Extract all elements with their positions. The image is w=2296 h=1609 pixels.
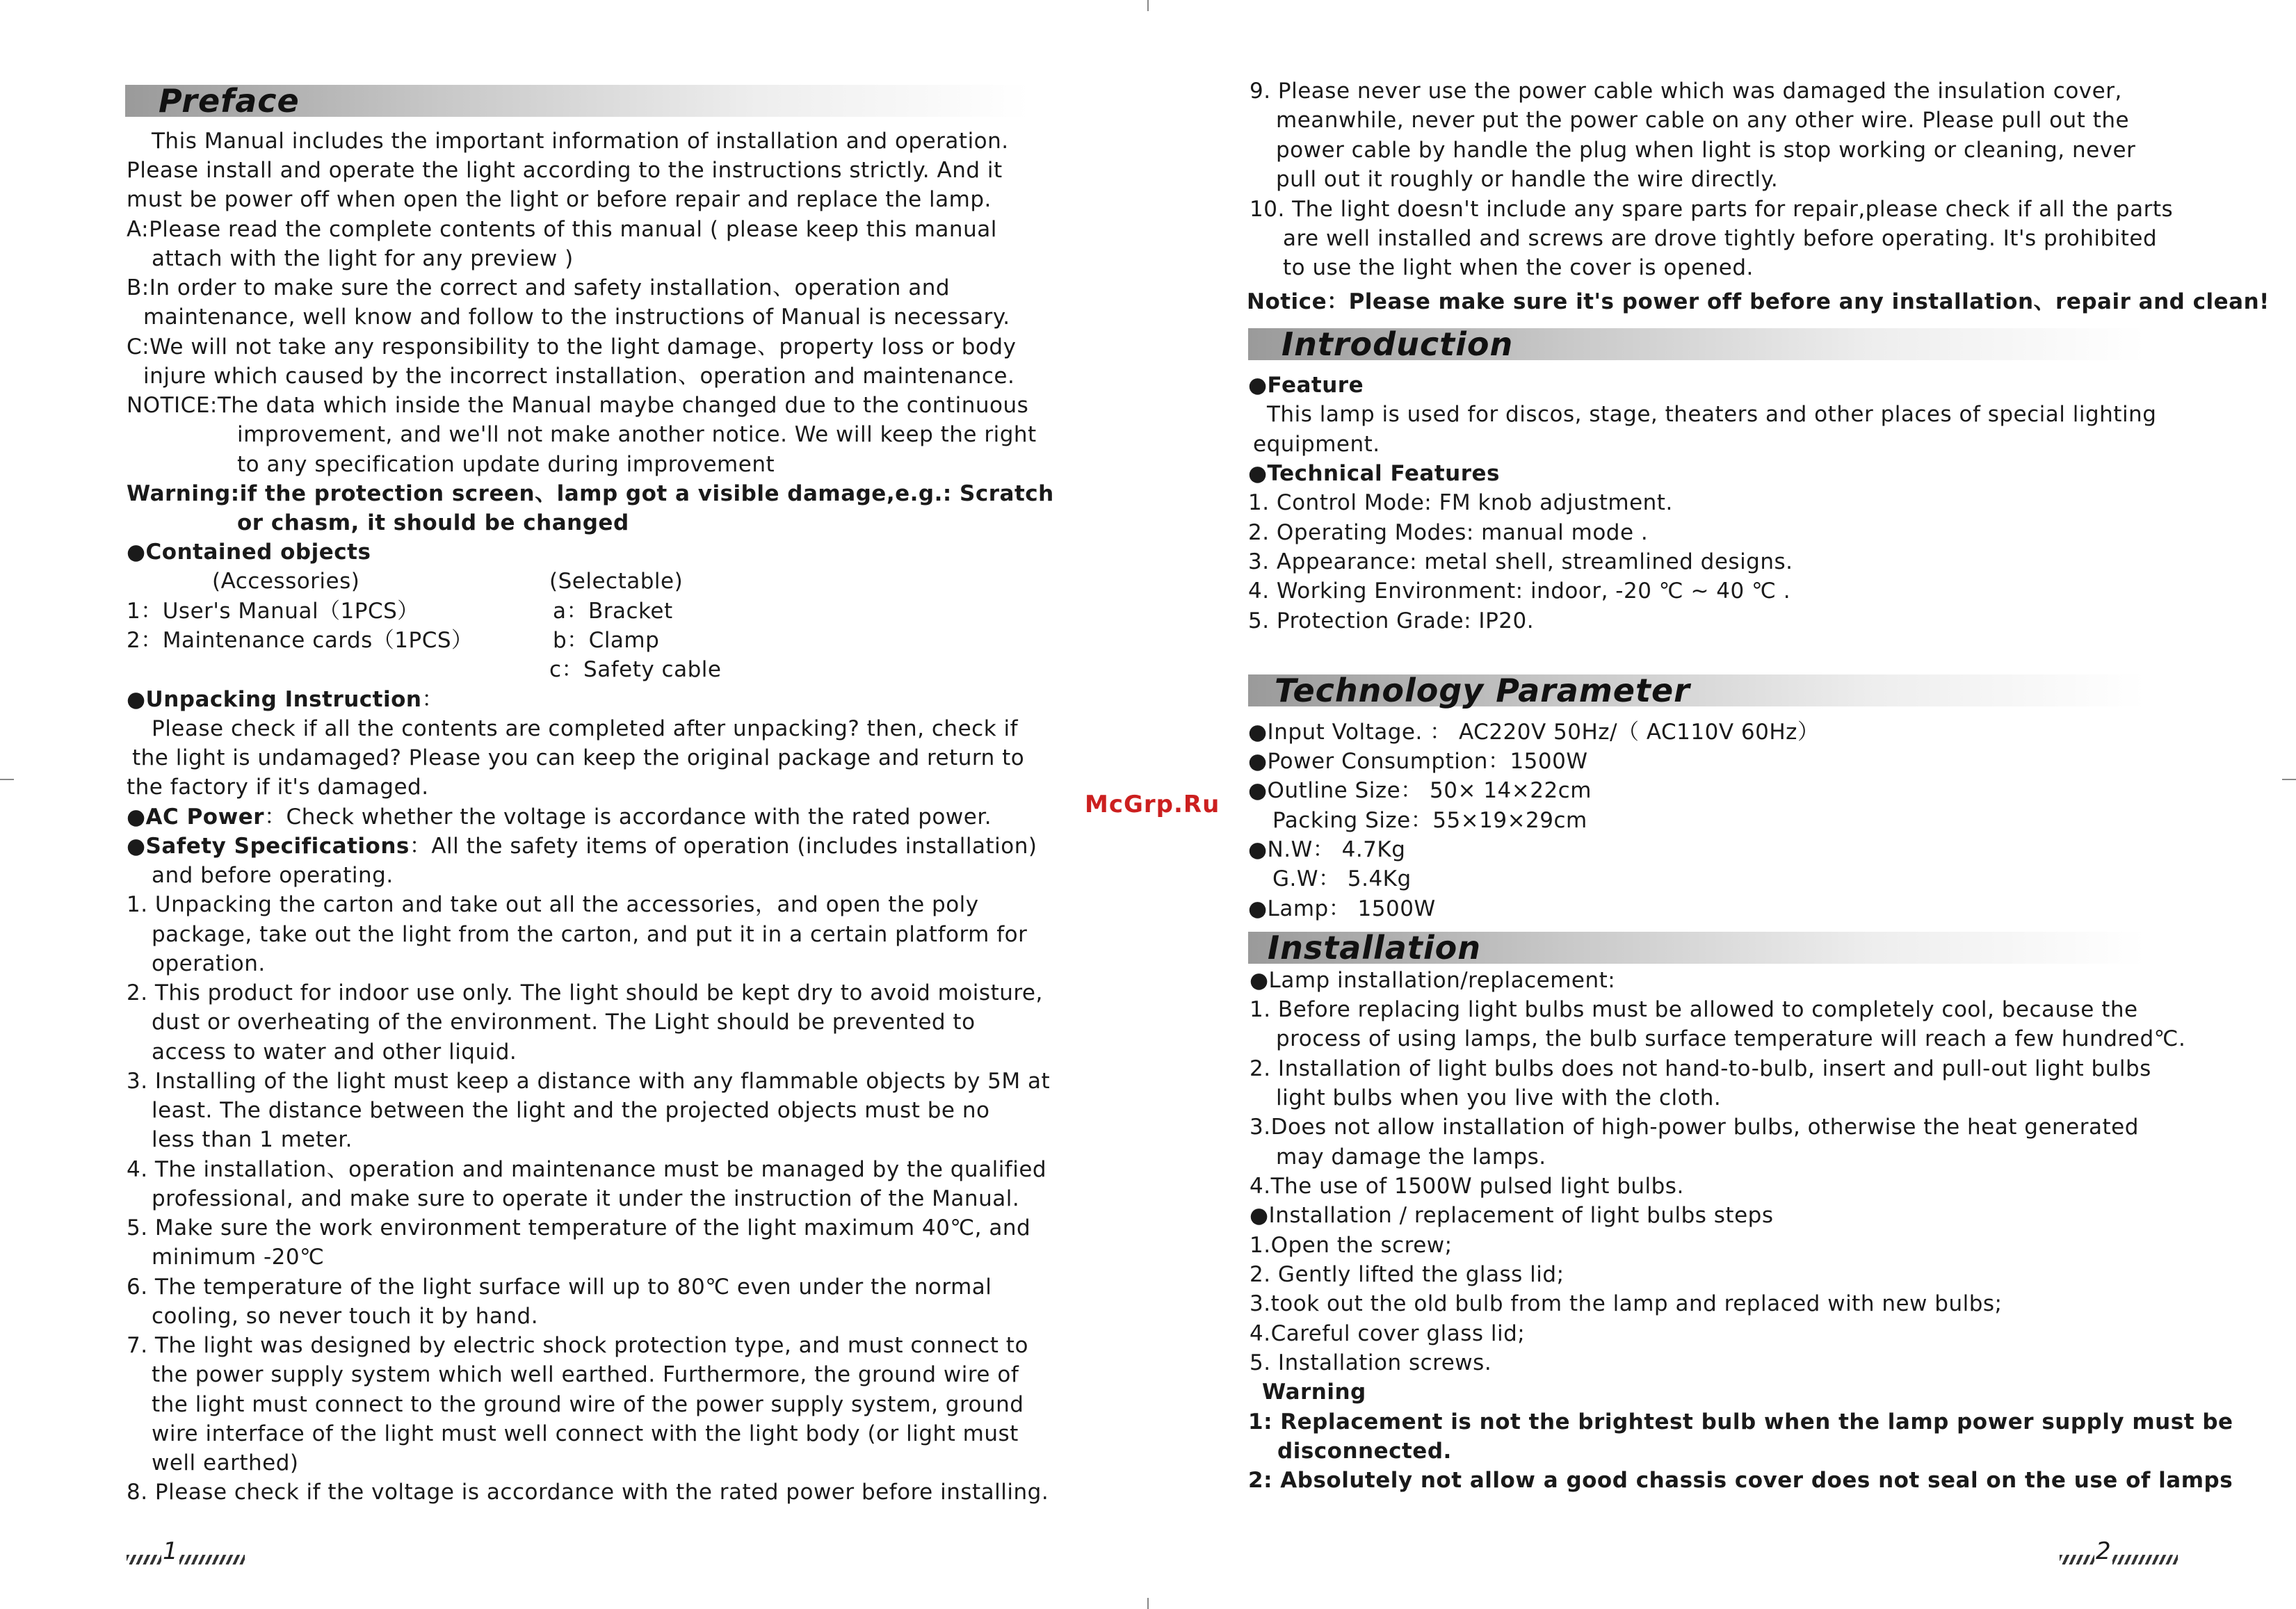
ac-power-text: ：Check whether the voltage is accordance with the rated power. <box>264 804 992 830</box>
notice-line: Notice：Please make sure it's power off before any installation、repair and clean! <box>1247 289 2270 314</box>
text-line: 2. Installation of light bulbs does not hand-to-bulb, insert and pull-out light bulbs <box>1250 1056 2151 1081</box>
text-line: 1.Open the screw; <box>1250 1233 1453 1258</box>
text-line: wire interface of the light must well connect with the light body (or light must <box>152 1421 1019 1446</box>
footer-stripes <box>127 1555 245 1564</box>
param-line: G.W： 5.4Kg <box>1272 866 1412 891</box>
text-line: C:We will not take any responsibility to the light damage、property loss or body <box>127 334 1017 359</box>
text-line: 3. Installing of the light must keep a distance with any flammable objects by 5M at <box>127 1069 1051 1094</box>
contained-title: ●Contained objects <box>127 540 371 565</box>
text-line: maintenance, well know and follow to the instructions of Manual is necessary. <box>143 305 1010 330</box>
text-line: 6. The temperature of the light surface will up to 80℃ even under the normal <box>127 1275 992 1300</box>
technology-heading-bar <box>1248 672 2145 709</box>
text-line: access to water and other liquid. <box>152 1040 517 1065</box>
text-line: the factory if it's damaged. <box>127 775 429 800</box>
text-line: 3. Appearance: metal shell, streamlined designs. <box>1248 549 1793 574</box>
warning-line: 1: Replacement is not the brightest bulb when the lamp power supply must be <box>1248 1409 2233 1434</box>
ac-power-label: ●AC Power <box>127 804 265 830</box>
text-line: ●Lamp installation/replacement: <box>1250 968 1616 993</box>
crop-mark <box>1147 1598 1149 1609</box>
text-line: the light is undamaged? Please you can keep the original package and return to <box>132 745 1025 770</box>
text-line: dust or overheating of the environment. The Light should be prevented to <box>152 1010 976 1035</box>
installation-heading: Installation <box>1268 929 1481 967</box>
param-line: ●Power Consumption：1500W <box>1248 749 1588 774</box>
safety-text: ：All the safety items of operation (includes installation) <box>409 834 1037 859</box>
text-line: 1. Unpacking the carton and take out all the accessories，and open the poly <box>127 892 979 917</box>
text-line: 2. Gently lifted the glass lid; <box>1250 1262 1565 1287</box>
accessory-item: 1：User's Manual（1PCS） <box>127 599 419 624</box>
text-line: minimum -20℃ <box>152 1245 325 1270</box>
text-line: NOTICE:The data which inside the Manual maybe changed due to the continuous <box>127 393 1029 418</box>
text-line: 4. The installation、operation and maintenance must be managed by the qualified <box>127 1157 1047 1182</box>
crop-mark <box>2282 779 2296 780</box>
text-line: 2. This product for indoor use only. The light should be kept dry to avoid moisture, <box>127 980 1043 1005</box>
footer-stripes <box>2060 1555 2178 1564</box>
param-line: ●Input Voltage. ： AC220V 50Hz/（ AC110V 60Hz） <box>1248 720 1820 745</box>
text-line: to use the light when the cover is opened. <box>1283 255 1754 280</box>
text-line: 3.Does not allow installation of high-power bulbs, otherwise the heat generated <box>1250 1115 2139 1140</box>
page-number: 1 <box>163 1537 178 1565</box>
warning-line: or chasm, it should be changed <box>237 510 629 535</box>
text-line: This Manual includes the important information of installation and operation. <box>152 129 1009 154</box>
installation-warning-title: Warning <box>1262 1380 1366 1405</box>
text-line: cooling, so never touch it by hand. <box>152 1304 539 1329</box>
preface-heading: Preface <box>159 82 300 120</box>
technical-features-title: ●Technical Features <box>1248 461 1500 486</box>
text-line: Please install and operate the light according to the instructions strictly. And it <box>127 158 1003 183</box>
text-line: B:In order to make sure the correct and safety installation、operation and <box>127 275 951 300</box>
unpacking-title <box>127 685 444 714</box>
text-line: 5. Make sure the work environment temperature of the light maximum 40℃, and <box>127 1215 1031 1240</box>
text-line: are well installed and screws are drove tightly before operating. It's prohibited <box>1283 226 2158 251</box>
ac-power-line <box>127 802 992 832</box>
text-line: professional, and make sure to operate it under the instruction of the Manual. <box>152 1186 1020 1211</box>
text-line: least. The distance between the light and the projected objects must be no <box>152 1098 990 1123</box>
param-line: Packing Size：55×19×29cm <box>1272 808 1587 833</box>
text-line: meanwhile, never put the power cable on any other wire. Please pull out the <box>1276 108 2130 133</box>
param-line: ●N.W： 4.7Kg <box>1248 837 1406 862</box>
text-line: 4. Working Environment: indoor, -20 ℃ ~ 40 ℃ . <box>1248 579 1791 604</box>
unpacking-title-suffix: ： <box>421 687 444 712</box>
text-line: Please check if all the contents are completed after unpacking? then, check if <box>152 716 1019 741</box>
warning-line: Warning:if the protection screen、lamp got a visible damage,e.g.: Scratch <box>127 481 1054 506</box>
selectable-item: c：Safety cable <box>549 657 722 682</box>
text-line: well earthed) <box>152 1450 299 1475</box>
text-line: 9. Please never use the power cable which was damaged the insulation cover, <box>1250 79 2122 104</box>
text-line: equipment. <box>1253 432 1380 457</box>
text-line: and before operating. <box>152 863 394 888</box>
text-line: A:Please read the complete contents of this manual ( please keep this manual <box>127 217 997 242</box>
text-line: must be power off when open the light or before repair and replace the lamp. <box>127 187 992 212</box>
text-line: 2. Operating Modes: manual mode . <box>1248 520 1649 545</box>
text-line: 4.Careful cover glass lid; <box>1250 1321 1526 1346</box>
selectable-item: a：Bracket <box>553 599 673 624</box>
text-line: may damage the lamps. <box>1276 1145 1546 1170</box>
watermark: McGrp.Ru <box>1085 791 1220 818</box>
introduction-heading-bar <box>1248 325 2145 363</box>
text-line: to any specification update during improvement <box>237 452 775 477</box>
text-line: operation. <box>152 951 266 976</box>
text-line: 8. Please check if the voltage is accordance with the rated power before installing. <box>127 1480 1049 1505</box>
text-line: process of using lamps, the bulb surface temperature will reach a few hundred℃. <box>1276 1026 2186 1051</box>
page-number: 2 <box>2096 1537 2111 1565</box>
warning-line: 2: Absolutely not allow a good chassis cover does not seal on the use of lamps <box>1248 1468 2233 1493</box>
text-line: 3.took out the old bulb from the lamp and replaced with new bulbs; <box>1250 1291 2003 1316</box>
accessories-header: (Accessories) <box>212 569 360 594</box>
text-line: light bulbs when you live with the cloth. <box>1276 1085 1722 1110</box>
param-line: ●Outline Size： 50× 14×22cm <box>1248 778 1592 803</box>
text-line: 5. Protection Grade: IP20. <box>1248 608 1535 633</box>
text-line: improvement, and we'll not make another notice. We will keep the right <box>237 422 1037 447</box>
accessory-item: 2：Maintenance cards（1PCS） <box>127 628 474 653</box>
warning-line: disconnected. <box>1277 1439 1452 1464</box>
preface-heading-bar <box>125 82 1029 120</box>
text-line: pull out it roughly or handle the wire directly. <box>1276 167 1779 192</box>
selectable-item: b：Clamp <box>553 628 660 653</box>
text-line: ●Installation / replacement of light bulbs steps <box>1250 1203 1774 1228</box>
text-line: injure which caused by the incorrect installation、operation and maintenance. <box>143 364 1015 389</box>
text-line: package, take out the light from the carton, and put it in a certain platform for <box>152 922 1028 947</box>
safety-line <box>127 832 1037 861</box>
page-number-footer <box>2060 1537 2178 1569</box>
text-line: the power supply system which well earthed. Furthermore, the ground wire of <box>152 1362 1019 1387</box>
text-line: 4.The use of 1500W pulsed light bulbs. <box>1250 1174 1684 1199</box>
text-line: 7. The light was designed by electric shock protection type, and must connect to <box>127 1333 1028 1358</box>
text-line: power cable by handle the plug when light is stop working or cleaning, never <box>1276 138 2136 163</box>
text-line: the light must connect to the ground wire of the power supply system, ground <box>152 1392 1024 1417</box>
text-line: attach with the light for any preview ) <box>152 246 574 271</box>
technology-heading: Technology Parameter <box>1275 672 1690 709</box>
text-line: 1. Before replacing light bulbs must be allowed to completely cool, because the <box>1250 997 2138 1022</box>
feature-title: ●Feature <box>1248 373 1364 398</box>
param-line: ●Lamp： 1500W <box>1248 896 1436 921</box>
text-line: 5. Installation screws. <box>1250 1350 1492 1375</box>
text-line: less than 1 meter. <box>152 1127 353 1152</box>
selectable-header: (Selectable) <box>549 569 684 594</box>
installation-heading-bar <box>1248 929 2145 967</box>
text-line: 1. Control Mode: FM knob adjustment. <box>1248 490 1673 515</box>
unpacking-title-label: ●Unpacking Instruction <box>127 687 422 712</box>
text-line: This lamp is used for discos, stage, theaters and other places of special lighting <box>1267 402 2157 427</box>
crop-mark <box>0 779 14 780</box>
introduction-heading: Introduction <box>1282 325 1514 363</box>
text-line: 10. The light doesn't include any spare parts for repair,please check if all the parts <box>1250 197 2174 222</box>
page-number-footer <box>127 1537 245 1569</box>
crop-mark <box>1147 0 1149 11</box>
safety-label: ●Safety Specifications <box>127 834 410 859</box>
